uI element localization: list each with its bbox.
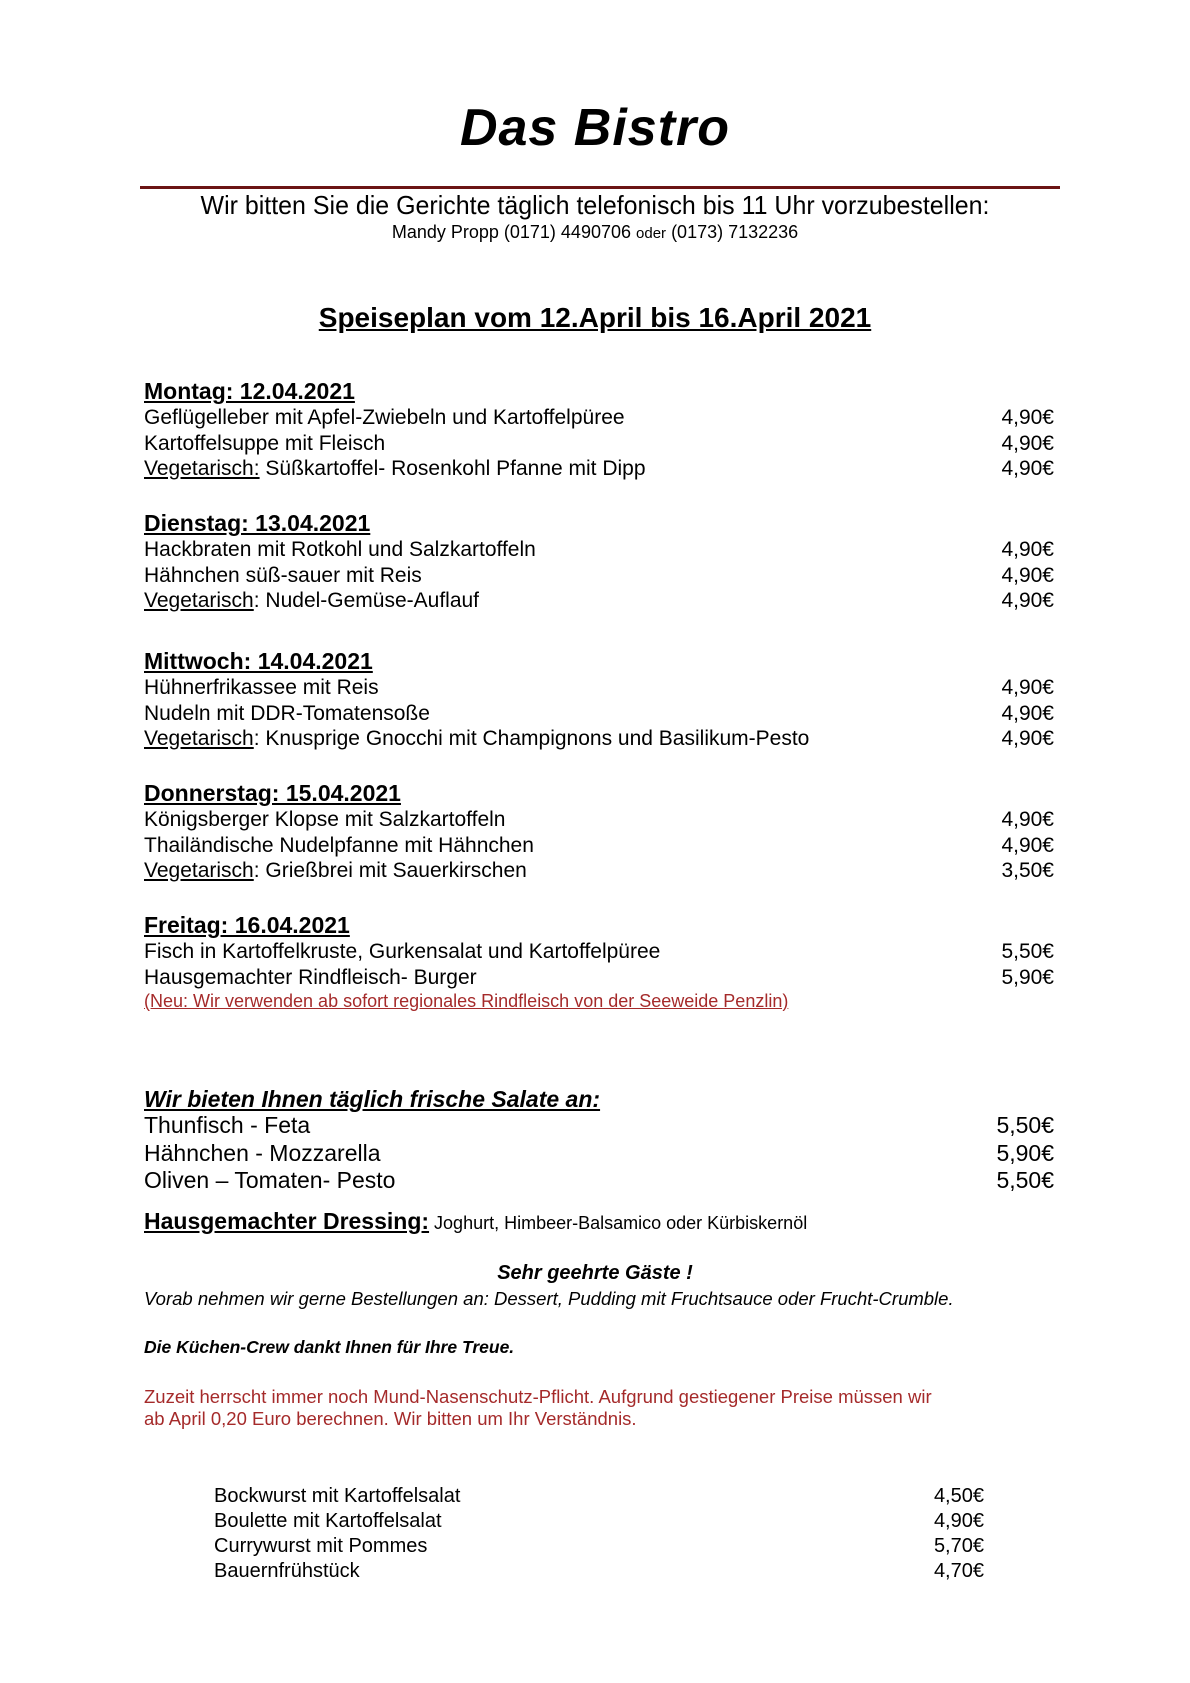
item-name: Currywurst mit Pommes (214, 1535, 428, 1557)
menu-plan-title: Speiseplan vom 12.April bis 16.April 2021 (318, 302, 872, 333)
dressing-line (144, 1208, 807, 1235)
vegetarian-label: Vegetarisch (144, 859, 254, 882)
item-name (144, 726, 809, 752)
menu-item-vegetarian (144, 588, 1054, 614)
item-name (144, 456, 646, 482)
extra-item (214, 1484, 984, 1509)
item-name: Fisch in Kartoffelkruste, Gurkensalat und Kartoffelpüree (144, 940, 661, 963)
extra-item (214, 1509, 984, 1534)
item-name: Hausgemachter Rindfleisch- Burger (144, 965, 477, 989)
contact-or: oder (636, 225, 667, 242)
item-name: Bauernfrühstück (214, 1560, 360, 1582)
contact-phone-2: (0173) 7132236 (671, 222, 799, 242)
item-price: 4,90€ (1001, 563, 1054, 587)
item-text: : Knusprige Gnocchi mit Champignons und Basilikum-Pesto (253, 727, 810, 750)
day-heading: Montag: 12.04.2021 (144, 378, 355, 404)
item-name: Thunfisch - Feta (144, 1112, 311, 1138)
item-price: 4,90€ (1001, 538, 1054, 561)
item-price: 4,90€ (1001, 406, 1054, 429)
item-name: Thailändische Nudelpfanne mit Hähnchen (144, 833, 534, 857)
item-name: Hackbraten mit Rotkohl und Salzkartoffeln (144, 538, 536, 561)
menu-item (144, 701, 1054, 727)
item-name (144, 588, 479, 614)
menu-item (144, 405, 1054, 431)
item-name: Bockwurst mit Kartoffelsalat (214, 1485, 461, 1507)
thanks-note: Die Küchen-Crew dankt Ihnen für Ihre Treue. (144, 1337, 515, 1357)
menu-item-vegetarian (144, 726, 1054, 752)
menu-item (144, 965, 1054, 991)
dressing-options: Joghurt, Himbeer-Balsamico oder Kürbiskernöl (429, 1213, 808, 1233)
salad-item (144, 1167, 1054, 1195)
item-name: Hühnerfrikassee mit Reis (144, 676, 379, 699)
item-name: Boulette mit Kartoffelsalat (214, 1510, 442, 1532)
item-price: 4,50€ (933, 1485, 984, 1507)
menu-item (144, 431, 1054, 457)
day-block-wednesday (144, 648, 1054, 752)
vegetarian-label: Vegetarisch (144, 727, 254, 750)
item-name: Königsberger Klopse mit Salzkartoffeln (144, 808, 506, 831)
item-price: 5,50€ (996, 1167, 1054, 1193)
extra-item (214, 1534, 984, 1559)
header-divider (140, 186, 1060, 189)
item-name: Hähnchen - Mozzarella (144, 1139, 381, 1166)
dressing-label: Hausgemachter Dressing: (144, 1208, 430, 1234)
salads-heading: Wir bieten Ihnen täglich frische Salate an: (144, 1086, 601, 1112)
item-name: Hähnchen süß-sauer mit Reis (144, 563, 422, 587)
contact-line (0, 222, 1190, 243)
menu-item (144, 675, 1054, 701)
menu-item (144, 833, 1054, 859)
menu-item (144, 939, 1054, 965)
item-price: 3,50€ (1001, 859, 1054, 882)
item-text: Süßkartoffel- Rosenkohl Pfanne mit Dipp (259, 457, 646, 480)
price-notice-line-2: ab April 0,20 Euro berechnen. Wir bitten um Ihr Verständnis. (144, 1408, 637, 1429)
item-price: 4,70€ (933, 1560, 984, 1582)
item-price: 4,90€ (1001, 431, 1054, 455)
day-heading: Dienstag: 13.04.2021 (144, 510, 371, 536)
item-name (144, 858, 527, 884)
day-heading: Mittwoch: 14.04.2021 (144, 648, 373, 674)
item-name: Oliven – Tomaten- Pesto (144, 1167, 396, 1193)
item-text: : Nudel-Gemüse-Auflauf (253, 589, 480, 612)
item-price: 5,90€ (1001, 965, 1054, 989)
beef-source-note: (Neu: Wir verwenden ab sofort regionales Rindfleisch von der Seeweide Penzlin) (144, 991, 789, 1011)
preorder-note: Vorab nehmen wir gerne Bestellungen an: Dessert, Pudding mit Fruchtsauce oder Frucht-Crumble. (144, 1288, 954, 1309)
preorder-intro: Wir bitten Sie die Gerichte täglich telefonisch bis 11 Uhr vorzubestellen: (200, 190, 990, 220)
item-name: Nudeln mit DDR-Tomatensoße (144, 701, 430, 725)
item-price: 5,90€ (996, 1139, 1054, 1166)
item-price: 4,90€ (1001, 676, 1054, 699)
menu-item-vegetarian (144, 858, 1054, 884)
item-price: 4,90€ (1001, 701, 1054, 725)
item-name: Kartoffelsuppe mit Fleisch (144, 431, 386, 455)
day-block-monday (144, 378, 1054, 482)
item-text: : Grießbrei mit Sauerkirschen (253, 859, 527, 882)
guest-greeting: Sehr geehrte Gäste ! (497, 1262, 693, 1284)
day-heading: Freitag: 16.04.2021 (144, 912, 350, 938)
menu-item-vegetarian (144, 456, 1054, 482)
day-block-thursday (144, 780, 1054, 884)
price-notice (144, 1386, 1024, 1430)
menu-item (144, 563, 1054, 589)
menu-item (144, 807, 1054, 833)
vegetarian-label: Vegetarisch (144, 589, 254, 612)
vegetarian-label: Vegetarisch: (144, 457, 260, 480)
item-price: 4,90€ (1001, 727, 1054, 750)
item-price: 4,90€ (1001, 833, 1054, 857)
item-price: 5,70€ (933, 1535, 984, 1557)
day-block-tuesday (144, 510, 1054, 614)
item-price: 4,90€ (1001, 589, 1054, 612)
item-price: 4,90€ (1001, 457, 1054, 480)
extra-item (214, 1559, 984, 1584)
salad-item (144, 1140, 1054, 1168)
extras-list (214, 1484, 984, 1584)
item-name: Geflügelleber mit Apfel-Zwiebeln und Kartoffelpüree (144, 406, 625, 429)
item-price: 4,90€ (933, 1510, 984, 1532)
price-notice-line-1: Zuzeit herrscht immer noch Mund-Nasenschutz-Pflicht. Aufgrund gestiegener Preise müssen wir (144, 1386, 932, 1407)
salad-item (144, 1112, 1054, 1140)
item-price: 5,50€ (1001, 940, 1054, 963)
menu-item (144, 537, 1054, 563)
contact-phone-1: Mandy Propp (0171) 4490706 (391, 222, 631, 242)
item-price: 5,50€ (996, 1112, 1054, 1138)
salads-list (144, 1112, 1054, 1195)
item-price: 4,90€ (1001, 808, 1054, 831)
bistro-title: Das Bistro (459, 99, 731, 157)
day-heading: Donnerstag: 15.04.2021 (144, 780, 401, 806)
day-block-friday (144, 912, 1054, 1012)
